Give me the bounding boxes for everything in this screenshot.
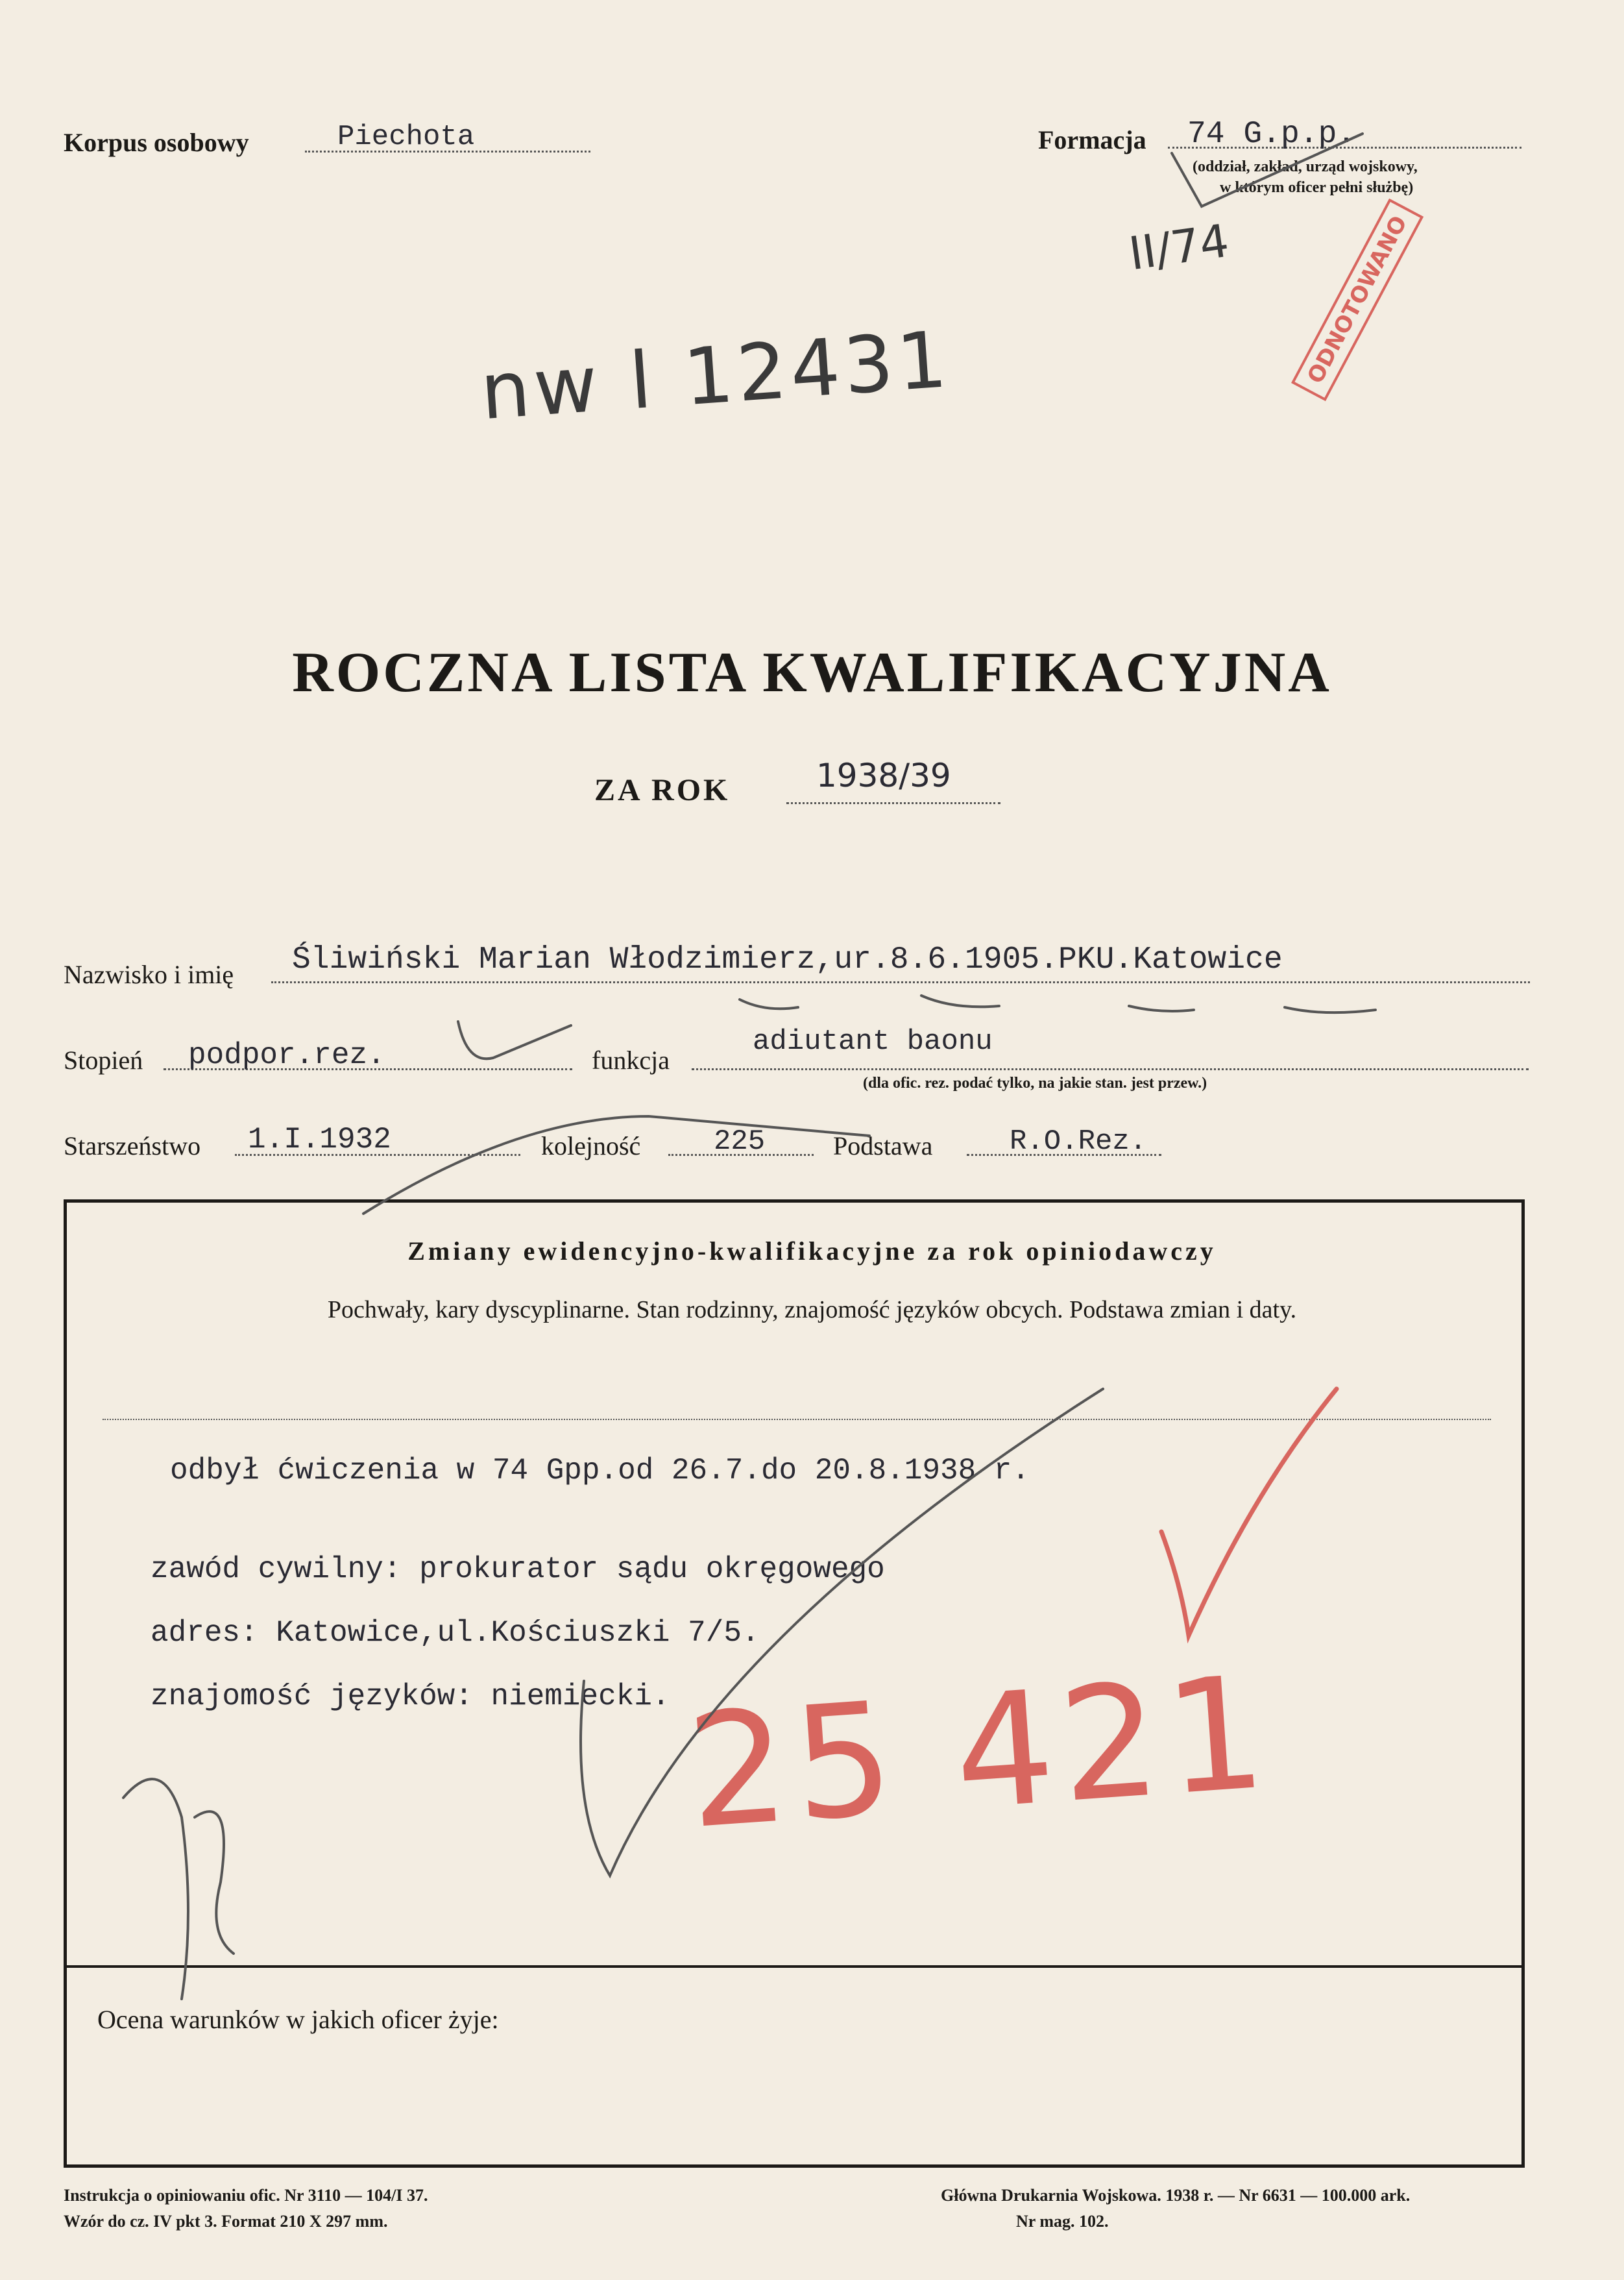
order-value: 225 (714, 1125, 766, 1158)
formacja-note-1: (oddział, zakład, urząd wojskowy, (1193, 158, 1418, 175)
name-value: Śliwiński Marian Włodzimierz,ur.8.6.1905.PKU.Katowice (292, 942, 1283, 977)
formacja-check-mark (1172, 134, 1363, 206)
seniority-value: 1.I.1932 (248, 1123, 391, 1157)
korpus-value: Piechota (337, 121, 475, 153)
year-value: 1938/39 (816, 757, 951, 794)
odnotowano-stamp: ODNOTOWANO (1291, 198, 1424, 401)
name-tick-1 (740, 999, 798, 1009)
footer-right-2: Nr mag. 102. (1016, 2212, 1109, 2231)
order-label: kolejność (541, 1131, 641, 1160)
formacja-value: 74 G.p.p. (1187, 117, 1356, 152)
red-pencil-number: 25 421 (682, 1641, 1278, 1864)
basis-label: Podstawa (833, 1131, 933, 1160)
formacja-note-2: w którym oficer pełni służbę) (1220, 179, 1414, 196)
footer-right-1: Główna Drukarnia Wojskowa. 1938 r. — Nr 6631 — 100.000 ark. (941, 2186, 1411, 2205)
archive-reference: nw l 12431 (478, 314, 954, 438)
function-value: adiutant baonu (753, 1025, 993, 1058)
document-title: ROCZNA LISTA KWALIFIKACYJNA (292, 641, 1332, 704)
date-mark: II/74 (1126, 214, 1232, 281)
changes-heading: Zmiany ewidencyjno-kwalifikacyjne za rok opiniodawczy (407, 1236, 1217, 1266)
changes-subheading: Pochwały, kary dyscyplinarne. Stan rodzinny, znajomość języków obcych. Podstawa zmian i daty. (327, 1296, 1297, 1323)
korpus-label: Korpus osobowy (64, 128, 249, 157)
footer-left-1: Instrukcja o opiniowaniu ofic. Nr 3110 — 104/I 37. (64, 2186, 428, 2205)
margin-scribble-2 (195, 1811, 234, 1954)
large-check-mark (581, 1389, 1103, 1876)
conditions-label: Ocena warunków w jakich oficer żyje: (97, 2005, 499, 2034)
rank-value: podpor.rez. (188, 1038, 385, 1072)
function-label: funkcja (592, 1046, 670, 1075)
footer-left-2: Wzór do cz. IV pkt 3. Format 210 X 297 mm. (64, 2212, 388, 2231)
margin-scribble-1 (123, 1779, 188, 1999)
change-entry-3: adres: Katowice,ul.Kościuszki 7/5. (151, 1616, 760, 1650)
change-entry-4: znajomość języków: niemiecki. (151, 1680, 670, 1713)
basis-value: R.O.Rez. (1010, 1125, 1147, 1158)
seniority-stroke (363, 1116, 869, 1214)
rank-check-mark (458, 1022, 571, 1059)
name-label: Nazwisko i imię (64, 960, 234, 989)
function-note: (dla ofic. rez. podać tylko, na jakie stan. jest przew.) (863, 1075, 1207, 1092)
change-entry-1: odbył ćwiczenia w 74 Gpp.od 26.7.do 20.8.1938 r. (170, 1454, 1030, 1488)
name-tick-4 (1285, 1007, 1376, 1012)
formacja-label: Formacja (1038, 125, 1146, 154)
change-entry-2: zawód cywilny: prokurator sądu okręgowego (151, 1552, 885, 1586)
name-tick-2 (921, 996, 999, 1007)
rank-label: Stopień (64, 1046, 143, 1075)
seniority-label: Starszeństwo (64, 1131, 201, 1160)
name-tick-3 (1129, 1006, 1194, 1011)
year-label: ZA ROK (594, 773, 731, 807)
red-check-mark (1161, 1389, 1337, 1636)
